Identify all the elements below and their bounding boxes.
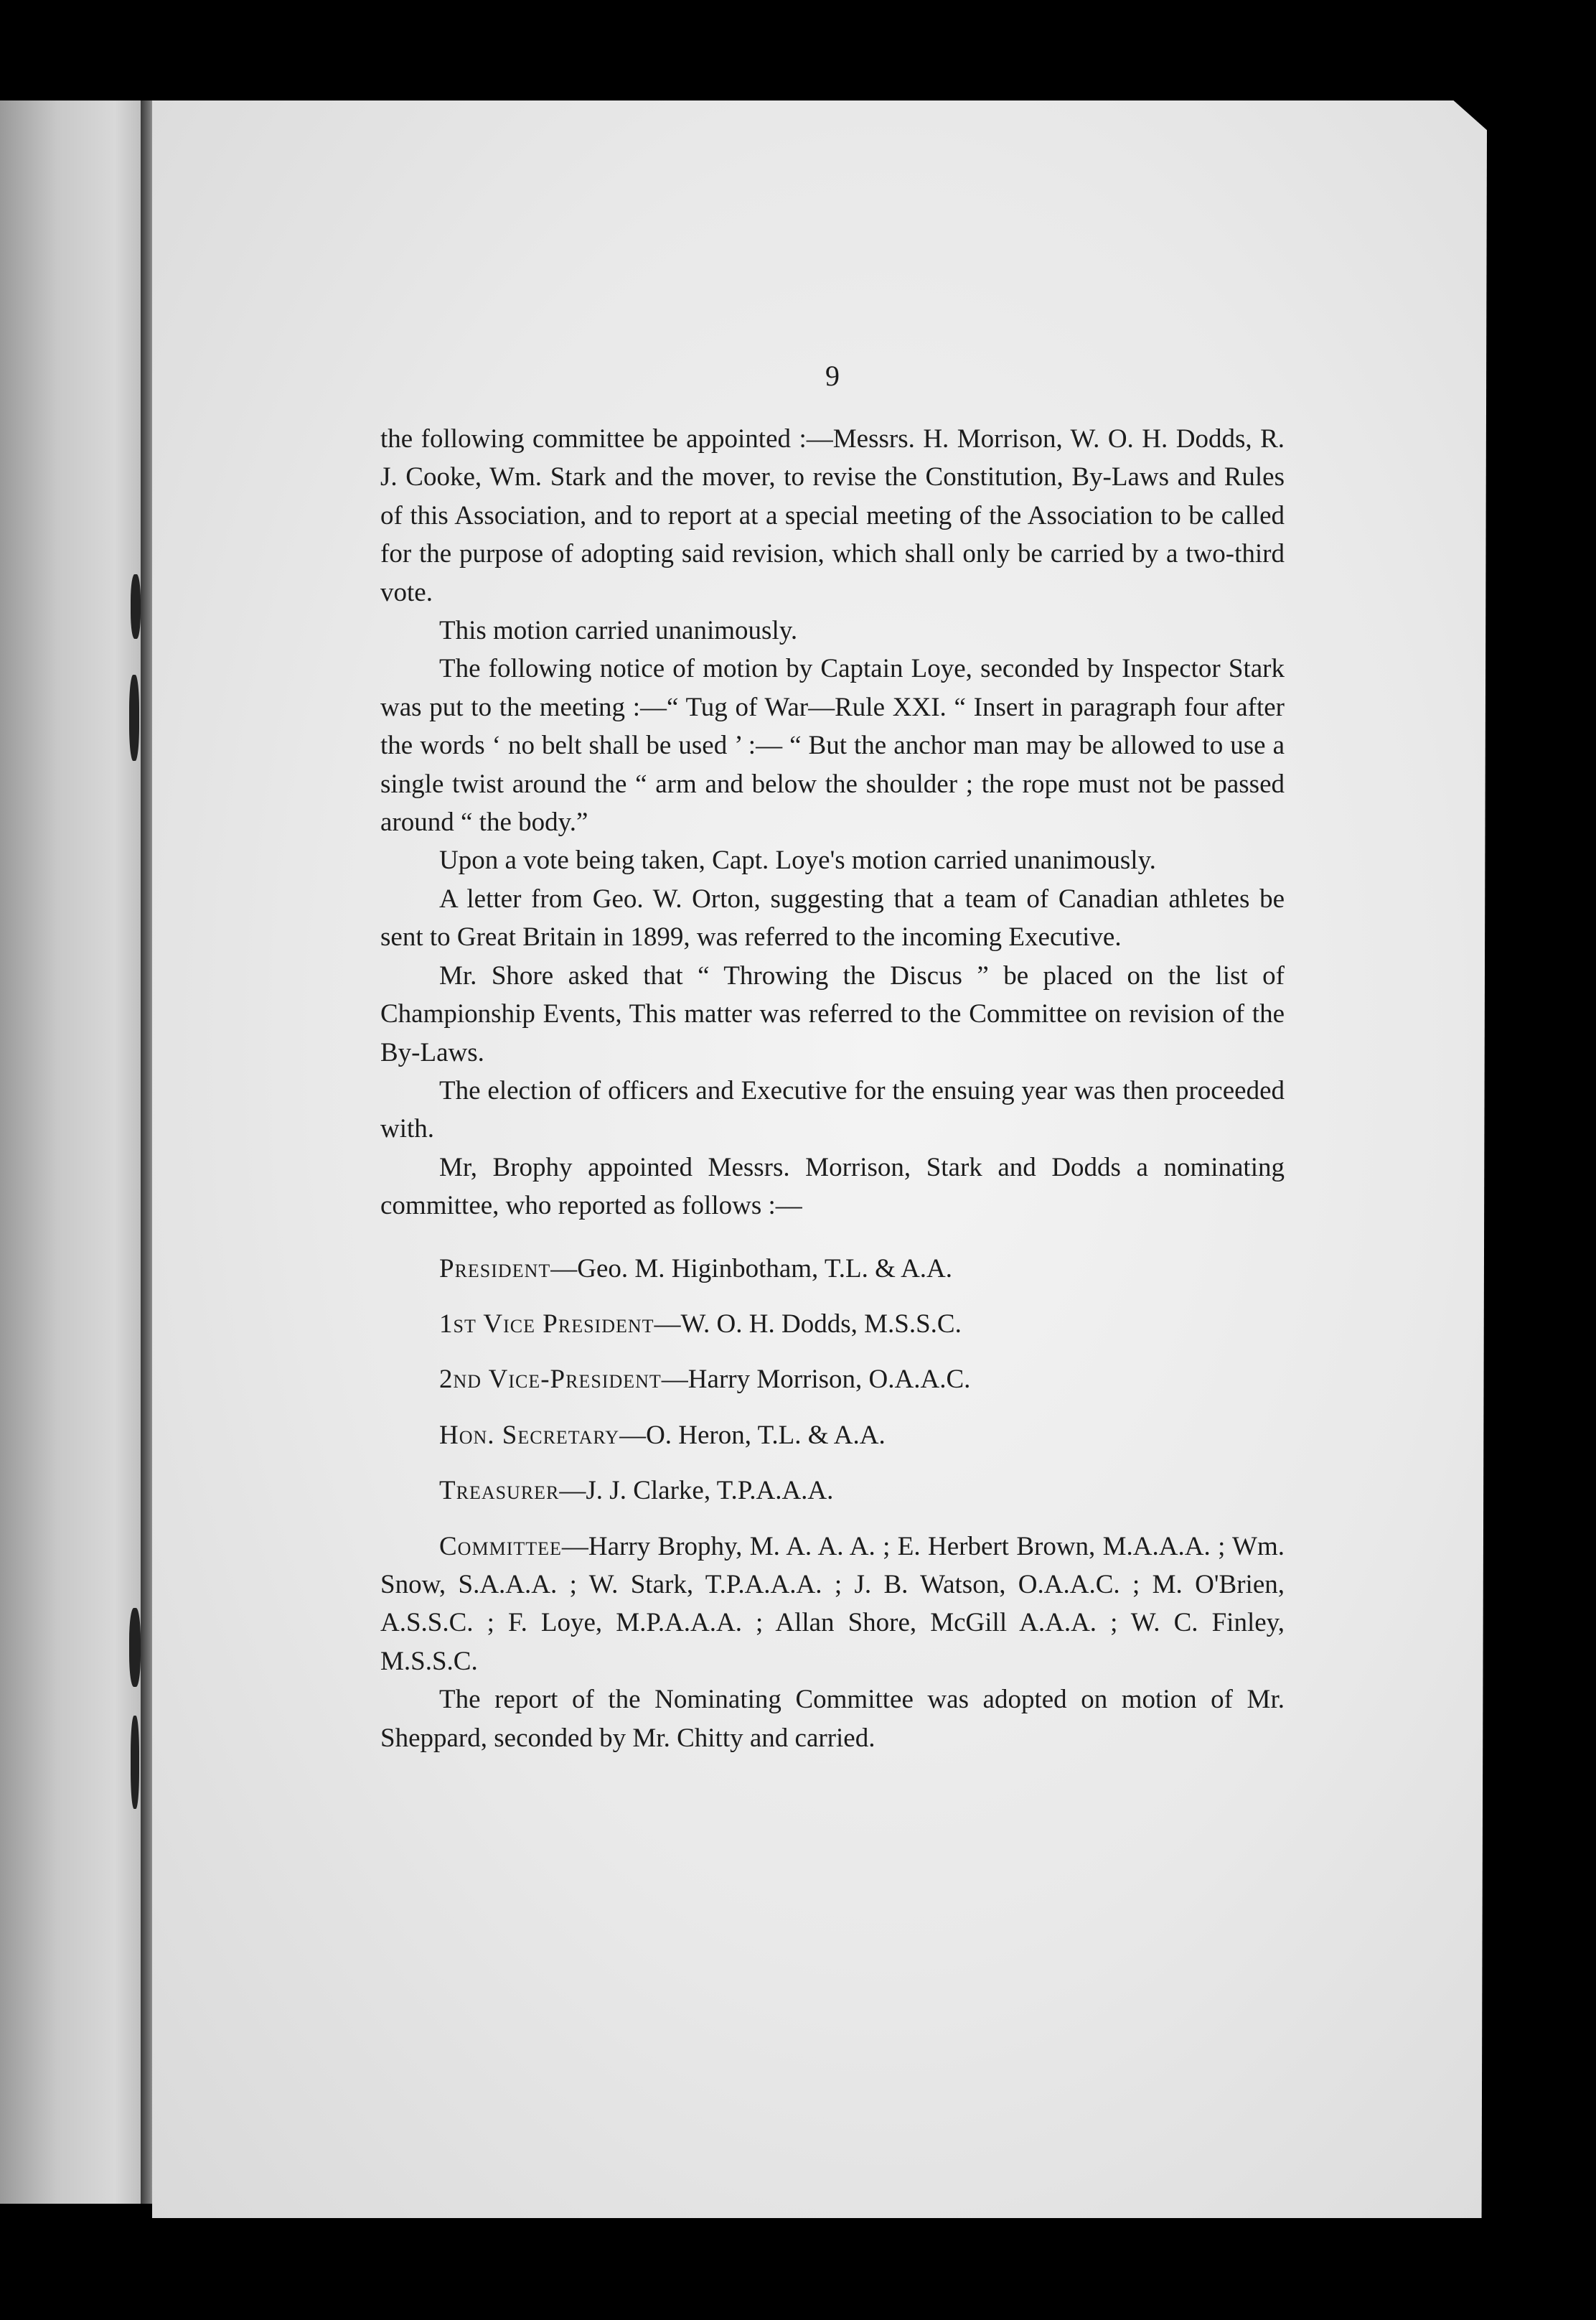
officer-president bbox=[380, 1250, 1285, 1288]
paragraph-nominating-committee: Mr, Brophy appointed Messrs. Morrison, Stark and Dodds a nominating committee, who reported as follows :— bbox=[380, 1152, 1285, 1221]
paragraph-vote-result: Upon a vote being taken, Capt. Loye's motion carried unanimously. bbox=[439, 846, 1156, 876]
officer-hon-secretary bbox=[380, 1416, 1285, 1454]
officer-title: 2nd Vice-President bbox=[439, 1365, 662, 1395]
committee-members: —Harry Brophy, M. A. A. A. ; E. Herbert Brown, M.A.A.A. ; Wm. Snow, S.A.A.A. ; W. Stark, T.P.A.A.A. ; J. B. Watson, O.A.A.C. ; M. O'Brien, A.S.S.C. ; F. Loye, M.P.A.A.A. ; Allan Shore, McGill A.A.A. ; W. C. Finley, M.S.S.C. bbox=[380, 1531, 1285, 1676]
officer-name: —Geo. M. Higinbotham, T.L. & A.A. bbox=[550, 1253, 953, 1283]
binding-mark bbox=[129, 675, 139, 761]
officer-title: 1st Vice President bbox=[439, 1309, 654, 1339]
officer-title: President bbox=[439, 1253, 551, 1283]
paragraph-discus: Mr. Shore asked that “ Throwing the Discus ” be placed on the list of Championship Events, This matter was referred to the Committee on revision of the By-Laws. bbox=[380, 960, 1285, 1067]
paragraph-committee-motion: the following committee be appointed :—Messrs. H. Morrison, W. O. H. Dodds, R. J. Cooke, Wm. Stark and the mover, to revise the Constitution, By-Laws and Rules of this Association, and to report at a special meeting of the Association to be called for the purpose of adopting said revision, which shall only be carried by a two-third vote. bbox=[380, 424, 1285, 607]
committee-title: Committee bbox=[439, 1531, 562, 1561]
officer-first-vice-president bbox=[380, 1305, 1285, 1343]
paragraph-motion-carried: This motion carried unanimously. bbox=[439, 616, 798, 646]
paragraph-report-adopted: The report of the Nominating Committee was adopted on motion of Mr. Sheppard, seconded by Mr. Chitty and carried. bbox=[380, 1685, 1285, 1753]
officer-treasurer bbox=[380, 1472, 1285, 1510]
officer-name: —O. Heron, T.L. & A.A. bbox=[619, 1420, 886, 1450]
officer-title: Treasurer bbox=[439, 1476, 560, 1506]
paragraph-tug-of-war-motion: The following notice of motion by Captain Loye, seconded by Inspector Stark was put to the meeting :—“ Tug of War—Rule XXI. “ Insert in paragraph four after the words ‘ no belt shall be used ’ :— “ But the anchor man may be allowed to use a single twist around the “ arm and below the shoulder ; the rope must not be passed around “ the body.” bbox=[380, 654, 1285, 838]
officer-second-vice-president bbox=[380, 1360, 1285, 1398]
page-number: 9 bbox=[825, 360, 840, 392]
binding-mark bbox=[131, 1716, 139, 1809]
officers-list bbox=[380, 1250, 1285, 1510]
page-body bbox=[380, 420, 1285, 1757]
binding-mark bbox=[129, 1608, 141, 1687]
officer-name: —J. J. Clarke, T.P.A.A.A. bbox=[559, 1476, 834, 1506]
committee-paragraph bbox=[380, 1528, 1285, 1681]
officer-name: —W. O. H. Dodds, M.S.S.C. bbox=[654, 1309, 962, 1339]
paragraph-election: The election of officers and Executive for the ensuing year was then proceeded with. bbox=[380, 1075, 1285, 1144]
paragraph-orton-letter: A letter from Geo. W. Orton, suggesting that a team of Canadian athletes be sent to Great Britain in 1899, was referred to the incoming Executive. bbox=[380, 884, 1285, 953]
officer-name: —Harry Morrison, O.A.A.C. bbox=[661, 1365, 971, 1395]
previous-page-edge bbox=[0, 100, 144, 2204]
officer-title: Hon. Secretary bbox=[439, 1420, 620, 1450]
binding-mark bbox=[131, 574, 141, 639]
